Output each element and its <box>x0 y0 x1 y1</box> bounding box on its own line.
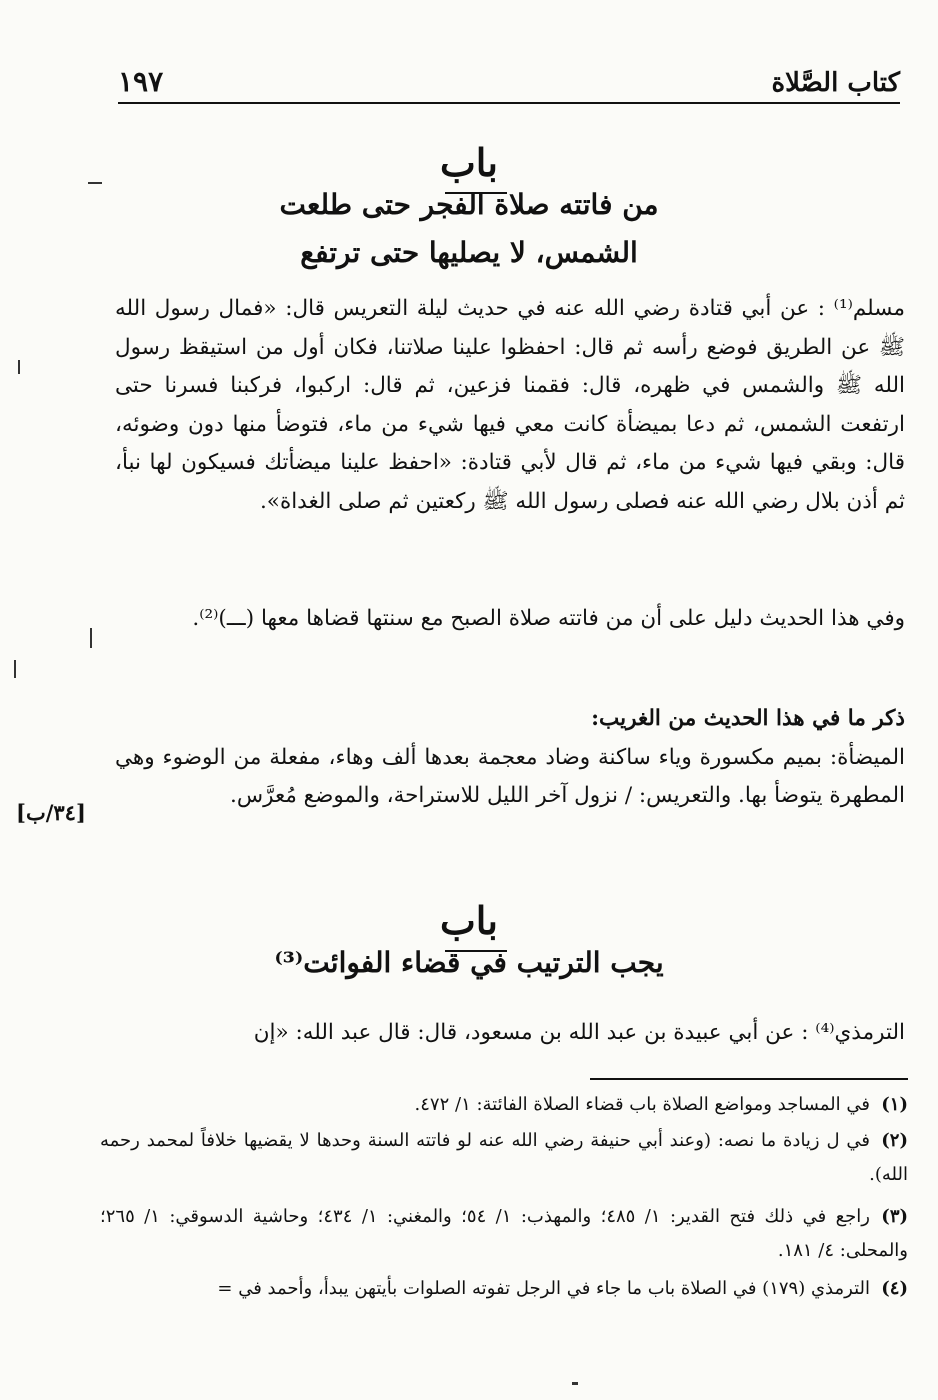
comment-text: وفي هذا الحديث دليل على أن من فاتته صلاة الصبح مع سنتها قضاها معها (ـــ)⁽²⁾. <box>192 606 905 631</box>
footnote-number: (٢) <box>881 1130 908 1151</box>
footnote <box>100 1088 908 1122</box>
scan-speck <box>88 182 102 184</box>
scan-speck <box>90 628 92 648</box>
gharib-block <box>115 700 905 816</box>
footnote-text: في المساجد ومواضع الصلاة باب قضاء الصلاة الفائتة: ١/ ٤٧٢. <box>414 1094 870 1115</box>
scan-speck <box>572 1382 578 1385</box>
hadith-text: مسلم⁽¹⁾ : عن أبي قتادة رضي الله عنه في حديث ليلة التعريس قال: «فمال رسول الله ﷺ عن الطريق فوضع رأسه ثم قال: احفظوا علينا صلاتنا، فكان أول من استيقظ رسول الله ﷺ والشمس في ظهره، قال: فقمنا فزعين، ثم قال: اركبوا، فركبنا فسرنا حتى ارتفعت الشمس، ثم دعا بميضأة كانت معي فيها شيء من ماء، فتوضأ منها دون وضوئه، قال: وبقي فيها شيء من ماء، ثم قال لأبي قتادة: «احفظ علينا ميضأتك فسيكون لها نبأ، ثم أذن بلال رضي الله عنه فصلى رسول الله ﷺ ركعتين ثم صلى الغداة». <box>115 296 905 514</box>
footnote-separator <box>590 1078 908 1080</box>
gharib-text: الميضأة: بميم مكسورة وياء ساكنة وضاد معجمة بعدها ألف وهاء، مفعلة من الوضوء وهي المطهرة يتوضأ بها. والتعريس: / نزول آخر الليل للاستراحة، والموضع مُعرَّس. <box>115 744 905 808</box>
footnote-number: (١) <box>881 1094 908 1115</box>
section1-title-line2: الشمس، لا يصليها حتى ترتفع <box>300 236 638 269</box>
gharib-heading: ذكر ما في هذا الحديث من الغريب: <box>591 706 905 731</box>
footnote-text: الترمذي (١٧٩) في الصلاة باب ما جاء في الرجل تفوته الصلوات بأيتهن يبدأ، وأحمد في = <box>217 1278 870 1299</box>
scan-speck <box>14 660 16 678</box>
section1-comment <box>115 600 905 639</box>
page-header <box>118 58 900 104</box>
section2-hadith <box>115 1014 905 1053</box>
footnote <box>100 1124 908 1192</box>
footnote <box>100 1200 908 1268</box>
scan-speck <box>18 360 20 374</box>
section1-bab: باب <box>440 140 498 185</box>
section1-hadith <box>115 290 905 521</box>
section2-title: يجب الترتيب في قضاء الفوائت⁽³⁾ <box>274 946 664 979</box>
section1-title-line1: من فاتته صلاة الفجر حتى طلعت <box>279 188 659 221</box>
page-number: ١٩٧ <box>118 65 164 98</box>
hadith-start-text: الترمذي⁽⁴⁾ : عن أبي عبيدة بن عبد الله بن مسعود، قال: قال عبد الله: «إن <box>253 1020 905 1045</box>
section2-bab: باب <box>440 898 498 943</box>
running-title: كتاب الصَّلاة <box>771 68 900 98</box>
manuscript-folio-ref: [٣٤/ب] <box>16 800 86 825</box>
footnote-number: (٣) <box>881 1206 909 1227</box>
footnote-number: (٤) <box>881 1278 908 1299</box>
footnote-text: راجع في ذلك فتح القدير: ١/ ٤٨٥؛ والمهذب: ١/ ٥٤؛ والمغني: ١/ ٤٣٤؛ وحاشية الدسوقي: ١/ ٢٦٥؛ والمحلى: ٤/ ١٨١. <box>100 1206 908 1261</box>
footnote-text: في ل زيادة ما نصه: (وعند أبي حنيفة رضي الله عنه لو فاتته السنة وحدها لا يقضيها خلافاً لمحمد رحمه الله). <box>100 1130 908 1185</box>
footnote <box>100 1272 908 1306</box>
